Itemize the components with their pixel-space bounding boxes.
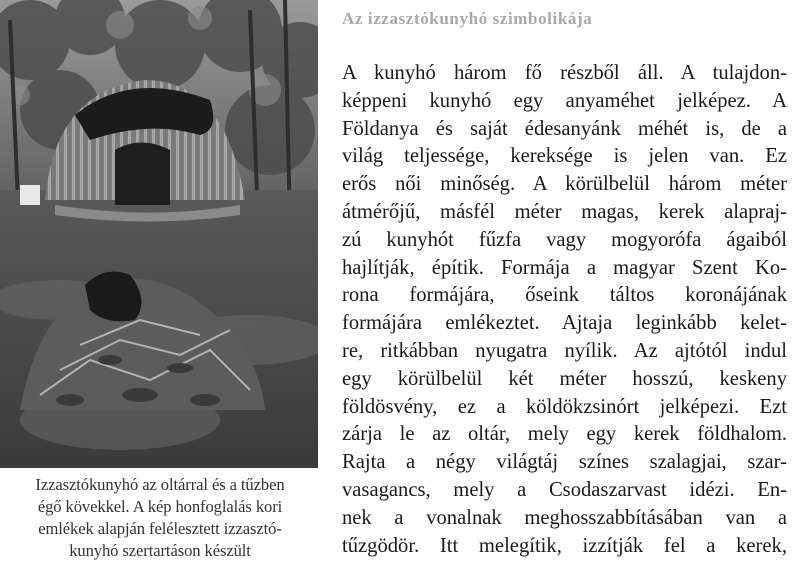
caption-line: kunyhó szertartáson készült <box>69 541 251 560</box>
body-line: formájára emlékeztet. Ajtaja leginkább kelet- <box>342 312 787 335</box>
caption-line: Izzasztókunyhó az oltárral és a tűzben <box>35 475 285 494</box>
body-line: Rajta a négy világtáj színes szalagjai, szar- <box>342 451 787 474</box>
body-line: zú kunyhót fűzfa vagy mogyorófa ágaiból <box>342 228 787 251</box>
caption-line: emlékek alapján felélesztett izzasztó- <box>38 519 282 538</box>
body-line: hajlítják, építik. Formája a magyar Szent Ko- <box>342 256 787 279</box>
body-line: re, ritkábban nyugatra nyílik. Az ajtótól indul <box>342 339 787 362</box>
body-line: nek a vonalnak meghosszabbításában van a <box>342 506 787 529</box>
body-line: egy körülbelül két méter hosszú, keskeny <box>342 367 787 390</box>
body-line: földösvény, ez a köldökzsinórt jelképezi. Ezt <box>342 395 787 418</box>
body-line: képpeni kunyhó egy anyaméhet jelképez. A <box>342 89 787 112</box>
body-line: világ teljessége, kereksége is jelen van. Ez <box>342 145 787 168</box>
caption-line: égő kövekkel. A kép honfoglalás kori <box>37 497 283 516</box>
body-line: Földanya és saját édesanyánk méhét is, de a <box>342 117 787 140</box>
sweat-lodge-photo <box>0 0 318 468</box>
photo-illustration <box>0 0 318 468</box>
section-heading: Az izzasztókunyhó szimbolikája <box>342 9 593 28</box>
article-body <box>342 60 787 560</box>
body-line: vasagancs, mely a Csodaszarvast idézi. En- <box>342 478 787 501</box>
body-line: rona formájára, őseink táltos koronájának <box>342 284 787 307</box>
body-line: A kunyhó három fő részből áll. A tulajdon- <box>342 62 787 84</box>
body-line: átmérőjű, másfél méter magas, kerek alapraj- <box>342 200 787 223</box>
body-line: zárja le az oltár, mely egy kerek földhalom. <box>342 423 787 446</box>
body-line: erős női minőség. A körülbelül három méter <box>342 173 787 196</box>
photo-caption <box>0 474 320 562</box>
body-line: tűzgödör. Itt melegítik, izzítják fel a kerek, <box>342 534 787 557</box>
